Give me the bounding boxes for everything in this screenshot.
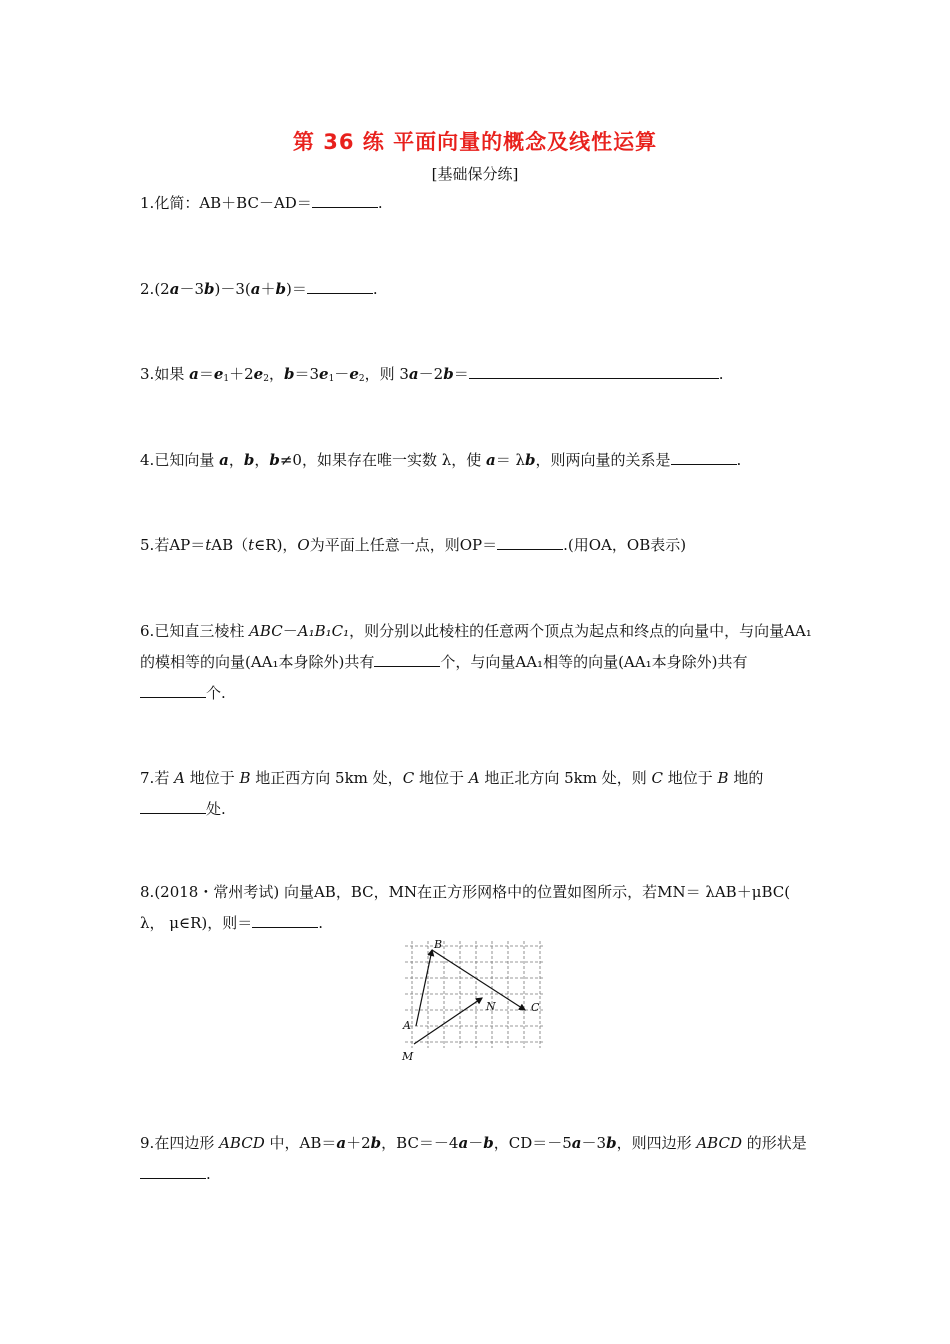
vector-ab — [416, 950, 432, 1026]
label-b: B — [434, 938, 443, 951]
label-n: N — [486, 1000, 496, 1013]
page-title: 第 36 练 平面向量的概念及线性运算 — [292, 130, 658, 154]
vector-grid-figure — [400, 936, 550, 1068]
question-6: 6.已知直三棱柱 ABC－A₁B₁C₁，则分别以此棱柱的任意两个顶点为起点和终点的向量中，与向量AA₁的模相等的向量(AA₁本身除外)共有 个，与向量AA₁相等的向量(AA₁本身除外)共有个. — [140, 622, 812, 702]
answer-blank[interactable] — [312, 193, 378, 208]
question-1: 1.化简：AB＋BC－AD＝ . — [140, 194, 383, 212]
answer-blank[interactable] — [140, 799, 206, 814]
answer-blank[interactable] — [252, 913, 318, 928]
answer-blank[interactable] — [497, 535, 563, 550]
question-3: 3.如果 $a=e_1+2e_2$，$b=3e_1-e_2$，则 3a－2b＝ . — [140, 365, 724, 384]
question-8: 8.(2018・常州考试) 向量AB，BC，MN在正方形网格中的位置如图所示，若MN＝ λAB＋μBC( λ， μ∈R)，则＝ . — [140, 883, 791, 932]
label-c: C — [531, 1001, 540, 1014]
answer-blank[interactable] — [307, 279, 373, 294]
question-7: 7.若 A 地位于 B 地正西方向 5km 处，C 地位于 A 地正北方向 5km 处，则 C 地位于 B 地的处. — [140, 769, 764, 818]
question-4: 4.已知向量 a，b，b≠0，如果存在唯一实数 λ，使 a＝ λb，则两向量的关系是 . — [140, 451, 742, 469]
answer-blank[interactable] — [671, 450, 737, 465]
question-2: 2.(2a－3b)－3(a＋b)＝ . — [140, 280, 378, 298]
question-5: 5.若AP＝tAB（t∈R)，O为平面上任意一点，则OP＝ .(用OA，OB表示) — [140, 536, 687, 554]
answer-blank[interactable] — [374, 652, 440, 667]
question-9: 9.在四边形 ABCD 中，AB＝a＋2b，BC＝－4a－b，CD＝－5a－3b，则四边形 ABCD 的形状是. — [140, 1134, 807, 1183]
answer-blank[interactable] — [140, 683, 206, 698]
grid — [405, 941, 545, 1048]
vector-mn — [414, 998, 482, 1044]
answer-blank[interactable] — [140, 1164, 206, 1179]
label-m: M — [402, 1050, 414, 1063]
answer-blank[interactable] — [469, 364, 719, 379]
label-a: A — [403, 1019, 411, 1032]
section-subtitle: [基础保分练] — [431, 165, 519, 183]
